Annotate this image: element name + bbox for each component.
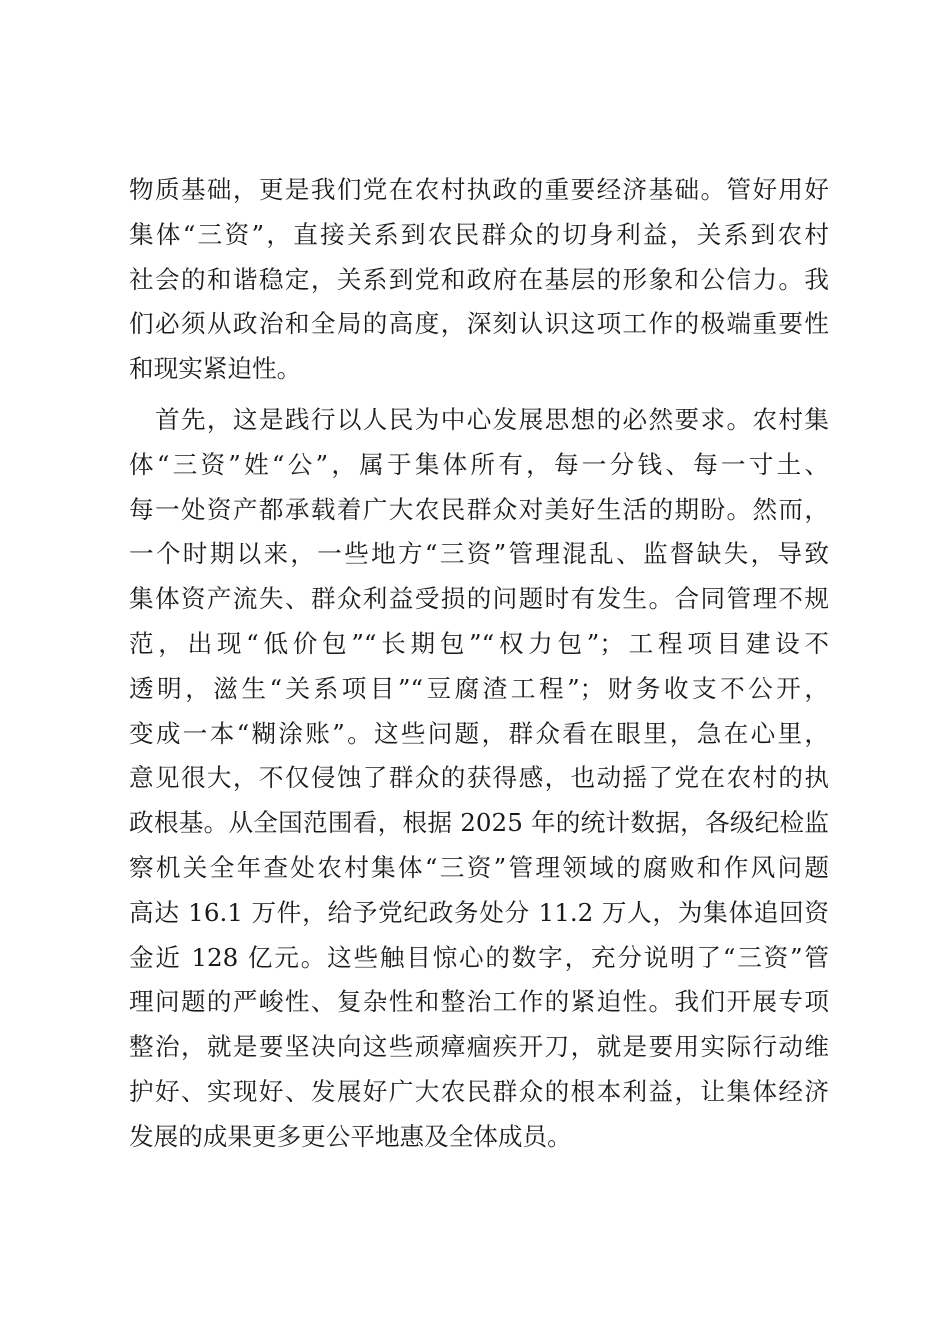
text-line: 理问题的严峻性、复杂性和整治工作的紧迫性。我们开展专项: [129, 987, 829, 1017]
text-line: 们必须从政治和全局的高度，深刻认识这项工作的极端重要性: [129, 309, 829, 339]
text-line: 体“三资”姓“公”，属于集体所有，每一分钱、每一寸土、: [129, 449, 829, 479]
paragraph-2: [129, 398, 829, 1160]
text-line: 透明，滋生“关系项目”“豆腐渣工程”；财务收支不公开，: [129, 673, 829, 703]
text-line: 集体“三资”，直接关系到农民群众的切身利益，关系到农村: [129, 219, 829, 249]
text-line: 察机关全年查处农村集体“三资”管理领域的腐败和作风问题: [129, 852, 829, 882]
text-line: 高达 16.1 万件，给予党纪政务处分 11.2 万人，为集体追回资: [129, 897, 829, 927]
text-line: 政根基。从全国范围看，根据 2025 年的统计数据，各级纪检监: [129, 808, 829, 838]
text-line: 每一处资产都承载着广大农民群众对美好生活的期盼。然而，: [129, 494, 829, 524]
text-line: 社会的和谐稳定，关系到党和政府在基层的形象和公信力。我: [129, 264, 829, 294]
paragraph-1: [129, 168, 829, 392]
text-line: 首先，这是践行以人民为中心发展思想的必然要求。农村集: [129, 404, 829, 434]
text-line: 集体资产流失、群众利益受损的问题时有发生。合同管理不规: [129, 584, 829, 614]
text-line: 金近 128 亿元。这些触目惊心的数字，充分说明了“三资”管: [129, 942, 829, 972]
text-line: 发展的成果更多更公平地惠及全体成员。: [129, 1121, 572, 1151]
text-line: 一个时期以来，一些地方“三资”管理混乱、监督缺失，导致: [129, 539, 829, 569]
text-line: 整治，就是要坚决向这些顽瘴痼疾开刀，就是要用实际行动维: [129, 1032, 829, 1062]
body-text: [129, 168, 829, 1160]
text-line: 和现实紧迫性。: [129, 354, 302, 384]
text-line: 变成一本“糊涂账”。这些问题，群众看在眼里，急在心里，: [129, 718, 829, 748]
text-line: 意见很大，不仅侵蚀了群众的获得感，也动摇了党在农村的执: [129, 763, 829, 793]
text-line: 范，出现“低价包”“长期包”“权力包”；工程项目建设不: [129, 628, 829, 658]
text-line: 护好、实现好、发展好广大农民群众的根本利益，让集体经济: [129, 1076, 829, 1106]
text-line: 物质基础，更是我们党在农村执政的重要经济基础。管好用好: [129, 175, 829, 204]
